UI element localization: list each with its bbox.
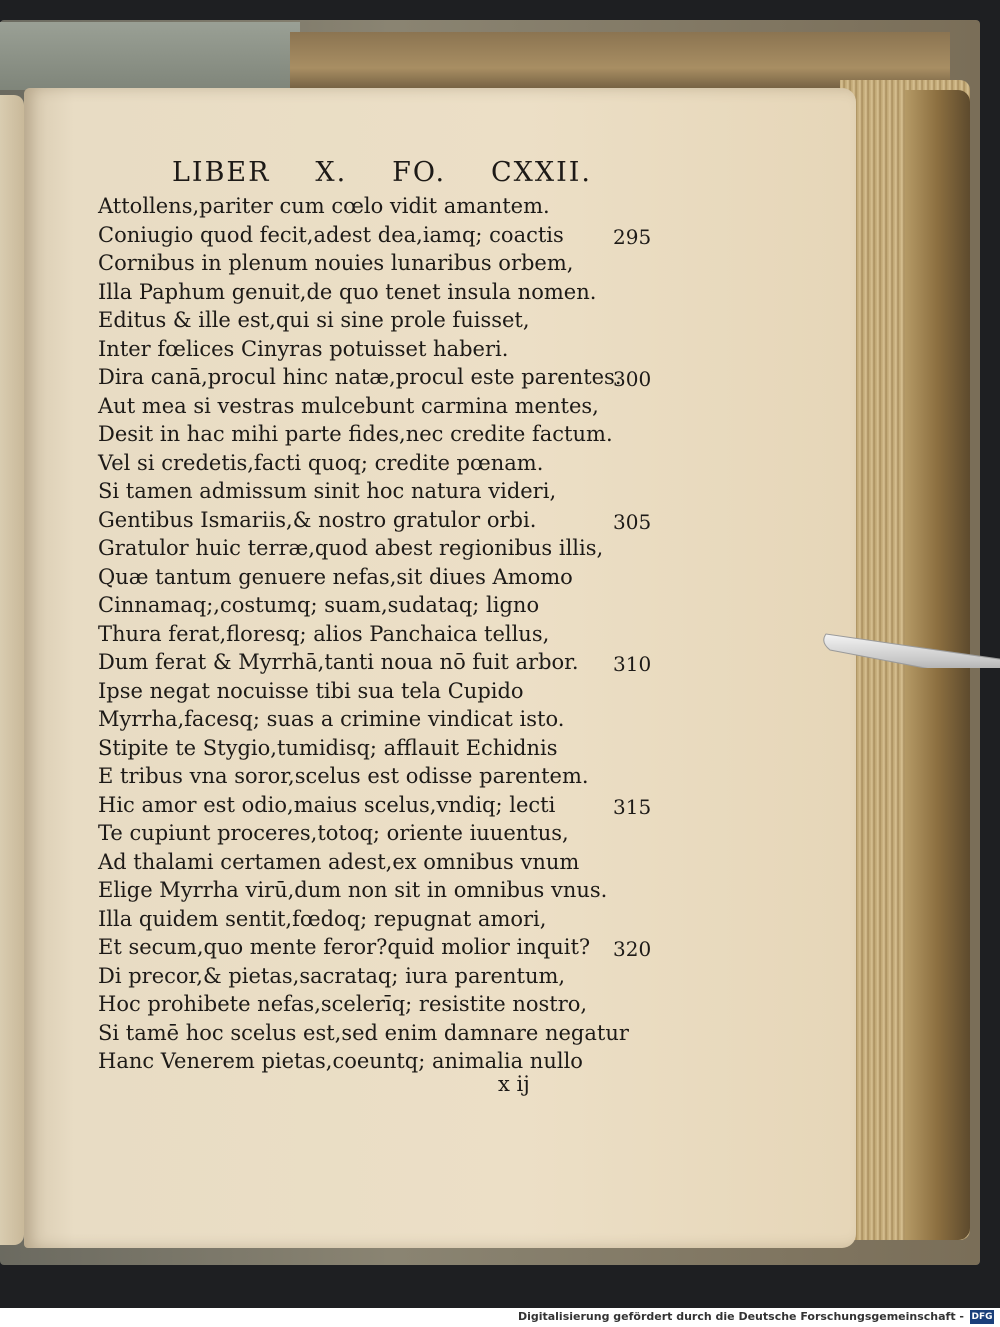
verse-line — [98, 1047, 718, 1076]
verse-line-text: Hoc prohibete nefas,scelerīq; resistite nostro, — [98, 992, 588, 1016]
verse-line-text: Thura ferat,floresq; alios Panchaica tellus, — [98, 621, 550, 646]
line-number: 320 — [613, 937, 652, 961]
verse-line-text: Di precor,& pietas,sacrataq; iura parentum, — [98, 963, 566, 988]
verse-line-text: E tribus vna soror,scelus est odisse parentem. — [98, 764, 589, 788]
verse-line-text: Stipite te Stygio,tumidisq; afflauit Echidnis — [98, 735, 558, 760]
spine-strip — [0, 22, 300, 90]
left-page-edge — [0, 95, 24, 1245]
verse-line-text: Illa quidem sentit,fœdoq; repugnat amori, — [98, 906, 547, 931]
verse-line-text: Ad thalami certamen adest,ex omnibus vnum — [98, 849, 580, 874]
verse-line — [98, 477, 718, 506]
verse-line-text: Te cupiunt proceres,totoq; oriente iuuentus, — [98, 821, 569, 845]
verse-line — [98, 534, 718, 563]
verse-line-text: Cornibus in plenum nouies lunaribus orbem, — [98, 251, 574, 275]
verse-line — [98, 905, 718, 934]
verse-line-text: Myrrha,facesq; suas a crimine vindicat isto. — [98, 707, 565, 731]
verse-line — [98, 933, 718, 962]
footer-credit: Digitalisierung gefördert durch die Deutsche Forschungsgemeinschaft - — [517, 1310, 964, 1323]
running-head-number: X. — [315, 156, 348, 188]
verse-line-text: Hic amor est odio,maius scelus,vndiq; lecti — [98, 792, 556, 817]
running-head — [172, 150, 592, 194]
line-number: 310 — [613, 652, 652, 676]
verse-line-text: Et secum,quo mente feror?quid molior inquit? — [98, 935, 591, 959]
line-number: 300 — [613, 367, 652, 391]
verse-line-text: Cinnamaq;,costumq; suam,sudataq; ligno — [98, 593, 540, 617]
line-number: 315 — [613, 794, 652, 819]
verse-line — [98, 306, 718, 335]
verse-line-text: Vel si credetis,facti quoq; credite pœnam. — [98, 450, 544, 475]
footer-bar — [0, 1308, 1000, 1327]
verse-line — [98, 420, 718, 449]
verse-line — [98, 563, 718, 592]
verse-line-text: Gratulor huic terræ,quod abest regionibus illis, — [98, 536, 604, 560]
verse-text — [98, 192, 718, 1076]
verse-line — [98, 591, 718, 620]
verse-line — [98, 249, 718, 278]
verse-line — [98, 506, 718, 535]
verse-line-text: Gentibus Ismariis,& nostro gratulor orbi. — [98, 507, 537, 532]
verse-line-text: Dira canā,procul hinc natæ,procul este parentes. — [98, 365, 622, 389]
verse-line — [98, 1019, 718, 1048]
verse-line-text: Elige Myrrha virū,dum non sit in omnibus vnus. — [98, 878, 608, 902]
verse-line-text: Si tamē hoc scelus est,sed enim damnare negatur — [98, 1020, 629, 1045]
running-head-book: LIBER — [172, 156, 271, 188]
verse-line — [98, 848, 718, 877]
verse-line-text: Illa Paphum genuit,de quo tenet insula nomen. — [98, 279, 597, 304]
verse-line-text: Quæ tantum genuere nefas,sit diues Amomo — [98, 564, 573, 589]
running-head-folio: CXXII. — [490, 156, 592, 188]
glass-pointer — [820, 628, 1000, 668]
verse-line — [98, 392, 718, 421]
verse-line — [98, 449, 718, 478]
verse-line — [98, 762, 718, 791]
verse-line-text: Dum ferat & Myrrhā,tanti noua nō fuit arbor. — [98, 650, 579, 674]
signature-mark: x ij — [498, 1072, 530, 1096]
verse-line-text: Editus & ille est,qui si sine prole fuisset, — [98, 308, 530, 332]
verse-line — [98, 363, 718, 392]
verse-line — [98, 791, 718, 820]
dfg-logo: DFG — [971, 1312, 993, 1322]
verse-line-text: Attollens,pariter cum cœlo vidit amantem. — [98, 194, 550, 218]
verse-line — [98, 677, 718, 706]
verse-line — [98, 192, 718, 221]
verse-line — [98, 278, 718, 307]
verse-line-text: Desit in hac mihi parte fides,nec credite factum. — [98, 422, 613, 446]
verse-line — [98, 734, 718, 763]
verse-line-text: Hanc Venerem pietas,coeuntq; animalia nullo — [98, 1049, 583, 1073]
verse-line-text: Coniugio quod fecit,adest dea,iamq; coactis — [98, 222, 564, 247]
line-number: 295 — [613, 224, 652, 249]
verse-line — [98, 221, 718, 250]
verse-line-text: Ipse negat nocuisse tibi sua tela Cupido — [98, 678, 524, 703]
verse-line — [98, 705, 718, 734]
verse-line-text: Inter fœlices Cinyras potuisset haberi. — [98, 336, 509, 361]
verse-line — [98, 819, 718, 848]
verse-line-text: Si tamen admissum sinit hoc natura videri, — [98, 479, 557, 503]
verse-line — [98, 962, 718, 991]
verse-line — [98, 990, 718, 1019]
verse-line — [98, 648, 718, 677]
running-head-folio-label: FO. — [392, 156, 447, 188]
line-number: 305 — [613, 509, 652, 534]
verse-line — [98, 335, 718, 364]
verse-line — [98, 876, 718, 905]
verse-line-text: Aut mea si vestras mulcebunt carmina mentes, — [98, 393, 599, 418]
verse-line — [98, 620, 718, 649]
